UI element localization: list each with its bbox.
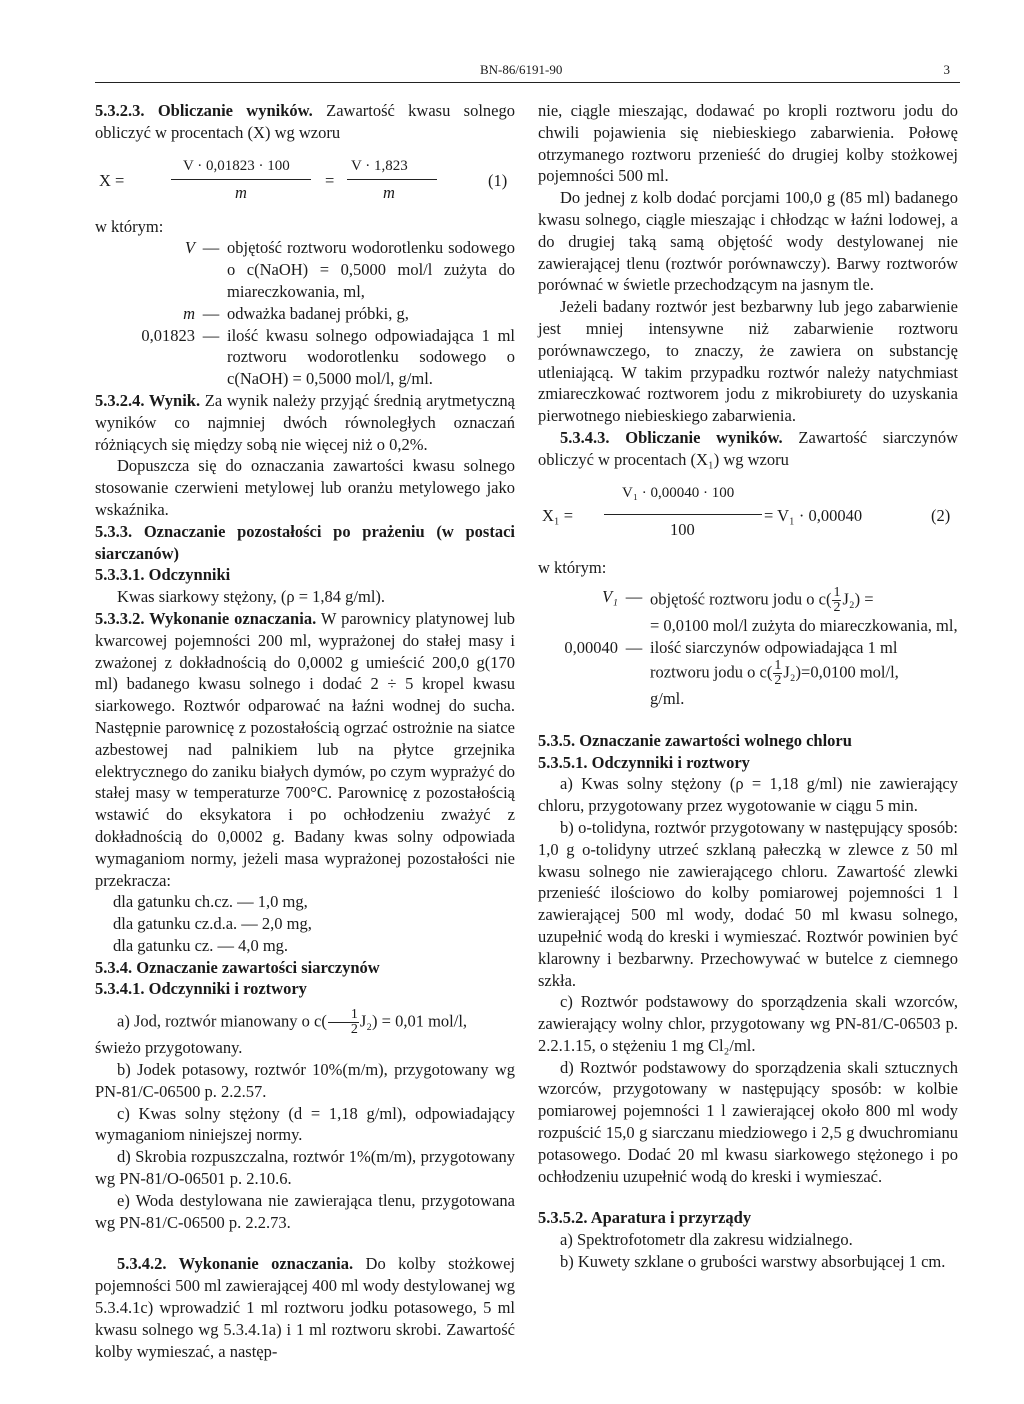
grade-limit: dla gatunku ch.cz. — 1,0 mg, xyxy=(113,892,308,912)
spacer xyxy=(95,1233,515,1253)
formula-2 xyxy=(538,481,958,551)
page-number: 3 xyxy=(943,62,950,77)
formula-1 xyxy=(95,150,515,212)
formula-equals: = xyxy=(325,170,335,190)
paragraph-text: Za wynik należy przyjąć średnią arytmetyczną wyników co najmniej dwóch równoległych oznaczań różniących się między sobą nie więcej niż o 0,2%. xyxy=(95,390,515,454)
definition-dash: — xyxy=(202,325,220,345)
spacer xyxy=(538,578,958,586)
reagent-line: Kwas siarkowy stężony, (ρ = 1,84 g/ml). xyxy=(117,587,386,607)
fraction-denominator: 2 xyxy=(350,1022,358,1038)
spacer xyxy=(95,1000,515,1008)
definition-row xyxy=(538,586,958,637)
section-heading-5342: 5.3.4.2. Wykonanie oznaczania. xyxy=(117,1254,354,1274)
definition-row xyxy=(95,325,515,390)
reagent-d: d) Roztwór podstawowy do sporządzenia skali sztucznych wzorców, przygotowany w następujący sposób: w kolbie pomiarowej pojemności 1 l zawierającej około 800 ml wody rozpuścić 15,0 g siarczanu miedziowego i 2,5 g dwuchromianu potasowego. Dodać 20 ml kwasu siarkowego stężonego i po ochłodzeniu uzupełnić wodą do kreski i wymieszać. xyxy=(538,1057,958,1186)
reagent-a-text: a) Jod, roztwór mianowany o c( xyxy=(117,1011,327,1031)
definition-row xyxy=(95,303,515,325)
definition-dash: — xyxy=(625,638,643,658)
formula-numerator: V₁ · 0,00040 · 100 xyxy=(622,484,735,501)
reagent-b: b) o-tolidyna, roztwór przygotowany w następujący sposób: 1,0 g o-tolidyny utrzeć szklaną pałeczką w zlewce z 50 ml kwasu solnego nie zawierającego chloru. Zawartość zlewki przenieść ilościowo do kolby pomiarowej pojemności 1 l zawierającej 500 ml wody, dodać 50 ml kwasu solnego, uzupełnić wodą do kreski i wymieszać. Roztwór powinien być klarowny i bezbarwny. Przechowywać w butelce z ciemnego szkła. xyxy=(538,817,958,990)
standard-number: BN-86/6191-90 xyxy=(480,62,563,77)
paragraph-indicator: Dopuszcza się do oznaczania zawartości kwasu solnego stosowanie czerwieni metylowej lub oranżu metylowego jako wskaźnika. xyxy=(95,456,515,519)
paragraph: Do jednej z kolb dodać porcjami 100,0 g (85 ml) badanego kwasu solnego, ciągle mieszając i chłodząc w łaźni lodowej, a do drugiej taką samą objętość wody destylowanej nie zawierającej tlenu (roztwór porównawczy). Barwy roztworów porównać w świetle przechodzącym na jasnym tle. xyxy=(538,188,958,295)
section-heading-5323: 5.3.2.3. Obliczanie wyników. xyxy=(95,101,313,120)
section-heading-5324: 5.3.2.4. Wynik. xyxy=(95,390,201,410)
section-heading-5332: 5.3.3.2. Wykonanie oznaczania. xyxy=(95,608,317,628)
where-label: w którym: xyxy=(95,216,164,236)
definition-text xyxy=(650,637,958,710)
definition-text: ilość kwasu solnego odpowiadająca 1 ml roztworu wodorotlenku sodowego o c(NaOH) = 0,5000 mol/l, g/ml. xyxy=(227,325,515,389)
paragraph-continued: nie, ciągle mieszając, dodawać po kropli roztworu jodu do chwili pojawienia się niebieskiego zabarwienia. Połowę otrzymanego roztworu przenieść do drugiej kolby stożkowej pojemności 500 ml. xyxy=(538,101,958,186)
apparatus-b: b) Kuwety szklane o grubości warstwy absorbującej 1 cm. xyxy=(560,1252,946,1272)
paragraph-text: Zawartość kwasu solnego obliczyć w procentach (X) wg wzoru xyxy=(95,101,515,142)
definition-text-part: ilość siarczynów odpowiadająca 1 ml xyxy=(650,638,898,658)
definition-symbol: 0,01823 xyxy=(141,325,195,345)
fraction-bar-2 xyxy=(347,179,437,180)
page-header xyxy=(95,62,960,83)
definition-dash: — xyxy=(202,238,220,258)
reagent-a-text: J₂) = 0,01 mol/l, xyxy=(359,1011,468,1031)
fraction xyxy=(328,1008,359,1037)
definition-symbol: 0,00040 xyxy=(564,638,618,658)
where-label: w którym: xyxy=(538,557,607,577)
definition-dash: — xyxy=(625,587,643,607)
definition-text-part: roztworu jodu o c( xyxy=(650,662,773,682)
definition-row xyxy=(538,637,958,710)
formula-tag: (1) xyxy=(488,170,508,190)
formula-denominator: 100 xyxy=(670,519,695,539)
section-heading-5351: 5.3.5.1. Odczynniki i roztwory xyxy=(538,752,750,772)
definition-dash: — xyxy=(202,303,220,323)
definition-text: objętość roztworu wodorotlenku sodowego o c(NaOH) = 0,5000 mol/l zużyta do miareczkowania, ml, xyxy=(227,238,515,301)
reagent-a xyxy=(95,1008,515,1037)
definition-text-part: objętość roztworu jodu o c( xyxy=(650,589,832,609)
fraction xyxy=(773,659,782,688)
reagent-a: a) Kwas solny stężony (ρ = 1,18 g/ml) nie zawierający chloru, przygotowany przez wygotowanie w ciągu 5 min. xyxy=(538,774,958,816)
reagent-d: d) Skrobia rozpuszczalna, roztwór 1%(m/m), przygotowany wg PN-81/O-06501 p. 2.10.6. xyxy=(95,1147,515,1189)
paragraph-5324 xyxy=(95,390,515,455)
paragraph-5342 xyxy=(95,1253,515,1362)
fraction-numerator: 1 xyxy=(774,657,782,673)
section-heading-534: 5.3.4. Oznaczanie zawartości siarczynów xyxy=(95,957,380,977)
fraction xyxy=(832,586,841,615)
formula-denominator-2: m xyxy=(383,182,395,202)
definition-text-part: = 0,0100 mol/l zużyta do miareczkowania, ml, xyxy=(650,616,958,636)
paragraph: Jeżeli badany roztwór jest bezbarwny lub jego zabarwienie jest mniej intensywne niż zabarwienie roztworu porównawczego, to znaczy, że zawiera on substancję utleniającą. W takim przypadku roztwór należy natychmiast zmiareczkować roztworem jodu z mikrobiurety do uzyskania pierwotnego niebieskiego zabarwienia. xyxy=(538,297,958,426)
fraction-bar-1 xyxy=(171,179,311,180)
section-heading-535: 5.3.5. Oznaczanie zawartości wolnego chloru xyxy=(538,730,852,750)
paragraph-5323 xyxy=(95,100,515,144)
spacer xyxy=(538,710,958,730)
reagent-c: c) Roztwór podstawowy do sporządzenia skali wzorców, zawierający wolny chlor, przygotowany wg PN-81/C-06503 p. 2.2.1.15, o stężeniu 1 mg Cl₂/ml. xyxy=(538,992,958,1055)
fraction-denominator: 2 xyxy=(774,672,782,688)
formula-rhs: = V₁ · 0,00040 xyxy=(764,505,863,525)
grade-limit: dla gatunku cz. — 4,0 mg. xyxy=(113,935,289,955)
definition-symbol: V xyxy=(184,238,195,258)
definition-text-part: g/ml. xyxy=(650,688,685,708)
left-column xyxy=(95,100,515,1362)
fraction-numerator: 1 xyxy=(833,585,841,601)
formula-lhs: X₁ = xyxy=(542,505,574,525)
spacer xyxy=(538,1187,958,1207)
definition-symbol: m xyxy=(183,303,195,323)
paragraph-5332 xyxy=(95,608,515,891)
section-heading-533: 5.3.3. Oznaczanie pozostałości po prażeniu (w postaci siarczanów) xyxy=(95,521,515,563)
definition-text: odważka badanej próbki, g, xyxy=(227,303,409,323)
grade-limit: dla gatunku cz.d.a. — 2,0 mg, xyxy=(113,914,312,934)
paragraph-text: W parownicy platynowej lub kwarcowej pojemności 200 ml, wyprażonej do stałej masy i zważonej z dokładnością do 0,0002 g umieścić 200,0 g(170 ml) badanego kwasu solnego i dodać 2 ÷ 5 kropel kwasu siarkowego. Roztwór odparować na łaźni wodnej do sucha. Następnie parownicę z pozostałością ogrzać ostrożnie na siatce azbestowej nad palnikiem lub na płytce grzejnika elektrycznego do zaniku białych dymów, po czym wyprażyć do stałej masy w temperaturze 700°C. Parownicę z pozostałością wstawić do eksykatora i po ochłodzeniu zważyć z dokładnością do 0,0002 g. Badany kwas solny odpowiada wymaganiom normy, jeżeli masa wyprażonej pozostałości nie przekracza: xyxy=(95,608,515,890)
apparatus-a: a) Spektrofotometr dla zakresu widzialnego. xyxy=(560,1230,853,1250)
reagent-c: c) Kwas solny stężony (d = 1,18 g/ml), odpowiadający wymaganiom niniejszej normy. xyxy=(95,1103,515,1145)
reagent-e: e) Woda destylowana nie zawierająca tlenu, przygotowana wg PN-81/C-06500 p. 2.2.73. xyxy=(95,1190,515,1232)
definition-symbol: V₁ xyxy=(602,587,618,607)
paragraph-5343 xyxy=(538,427,958,471)
section-heading-5341: 5.3.4.1. Odczynniki i roztwory xyxy=(95,979,307,999)
definition-text-part: J₂)=0,0100 mol/l, xyxy=(783,662,899,682)
definition-text xyxy=(650,586,958,637)
paragraph-text: Do kolby stożkowej pojemności 500 ml zawierającej 400 ml wody destylowanej wg 5.3.4.1c) wprowadzić 1 ml roztworu jodku potasowego, 5 ml kwasu solnego wg 5.3.4.1a) i 1 ml roztworu skrobi. Zawartość kolby wymieszać, a następ- xyxy=(95,1254,515,1361)
formula-lhs: X = xyxy=(99,170,125,190)
formula-numerator-2: V · 1,823 xyxy=(351,157,408,174)
section-heading-5331: 5.3.3.1. Odczynniki xyxy=(95,565,231,585)
formula-numerator-1: V · 0,01823 · 100 xyxy=(183,157,290,174)
reagent-b: b) Jodek potasowy, roztwór 10%(m/m), przygotowany wg PN-81/C-06500 p. 2.2.57. xyxy=(95,1060,515,1101)
formula-denominator-1: m xyxy=(235,182,247,202)
section-heading-5343: 5.3.4.3. Obliczanie wyników. xyxy=(560,427,783,447)
paragraph-text: Zawartość siarczynów obliczyć w procentach (X₁) wg wzoru xyxy=(538,427,958,469)
right-column xyxy=(538,100,958,1273)
section-heading-5352: 5.3.5.2. Aparatura i przyrządy xyxy=(538,1208,752,1228)
fraction-numerator: 1 xyxy=(328,1008,359,1023)
definition-row xyxy=(95,237,515,302)
fraction-denominator: 2 xyxy=(833,600,841,616)
definition-text-part: J₂) = xyxy=(842,589,874,609)
fraction-bar xyxy=(604,514,762,515)
formula-tag: (2) xyxy=(931,505,951,525)
reagent-a-continued: świeżo przygotowany. xyxy=(95,1038,243,1058)
